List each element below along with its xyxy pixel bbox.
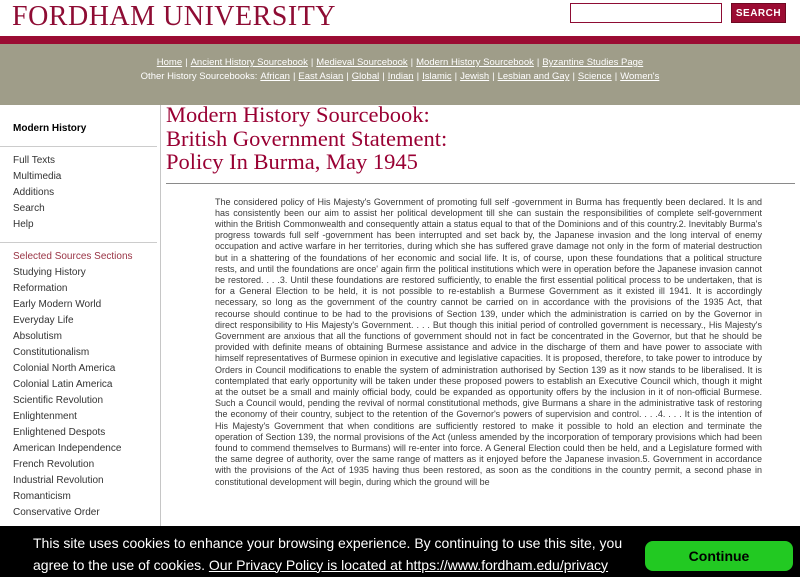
nav-separator: |	[292, 71, 296, 82]
page-title-line1: Modern History Sourcebook:	[166, 102, 430, 127]
sidebar-item-conservative-order[interactable]: Conservative Order	[13, 507, 100, 518]
site-header	[0, 0, 800, 36]
document-body-text: The considered policy of His Majesty's Government of promoting full self -government in Burma has frequently been declared. It Is and has consistently been our aim to assist her political development till she can sustain the responsibilities of complete self-government within the British Commonwealth and consequently attain a status equal to that of the Dominions and of this country.2. Inevitably Burma's progress towards full self -government has been interrupted and set back by, the Japanese invasion and the long interval of enemy occupation and active warfare in her territories, during which she has suffered grave damage not only in the form of material destruction but in a shattering of the foundations of her economic and social life. It is, of course, upon these foundations that a political structure rests, and until the foundations are once' again firm the political institutions which were in operation before the Japanese invasion cannot be restored. . . .3. Until these foundations are restored sufficiently, to enable the first essential political process to be undertaken, that is for a General Election to be held, it is not possible to re-establish a Burmese Government as it existed ill 1941. It is accordingly necessary, so long as the government of the country cannot be carried on in accordance with the provisions of the 1935 Act, that recourse should continue to be had to the provisions of Section 139, under which the administration is carried on by the Governor in direct responsibility to His Majesty's Government. . . . But though this initial period of controlled government is necessary., His Majesty's Government are anxious that all the functions of government should not in fact be concentrated in the Governor, but that he should be provided with definite means of obtaining Burmese assistance and advice in the discharge of them and have power to associate with himself representatives of Burmese opinion in executive and legislative capacities. It is proposed, therefore, to take power to introduce by Orders in Council modifications to enable the system of administration authorised by Section 139 as it now stands to be liberalised. It is contemplated that early opportunity will be taken under these proposed powers to establish an Executive Council which, though it might at the outset be a small and mainly official body, could be expanded as opportunity offers by the inclusion in it of non-official Burmese. Such a Council would, pending the revival of normal constitutional methods, give Burmans a share in the administrative task of restoring the economy of their country, subject to the retention of the Governor's powers of supervision and control. . . .4. . . . It is the intention of His Majesty's Government that when conditions are sufficiently restored to make it possible to hold an election and terminate the operation of Section 139, the normal provisions of the Act (unless amended by the incorporation of temporary provisions which had been found to commend themselves to Burmans) will re-enter into force. A General Election could then be held, and a Legislature formed with the same degree of authority, over the same range of matters as it enjoyed before the Japanese invasion.5. Government in accordance with the provisions of the Act of 1935 having thus been restored, as soon as the conditions in the country permit, a second phase in constitutional development will begin, during which the ground will be	[215, 196, 762, 487]
nav-separator: |	[536, 57, 540, 68]
sidebar-item-everyday-life[interactable]: Everyday Life	[13, 315, 74, 326]
nav-row-primary	[0, 56, 800, 70]
page-title	[166, 103, 795, 174]
sidebar-item-additions[interactable]: Additions	[13, 187, 55, 198]
nav-link-global[interactable]: Global	[351, 71, 380, 82]
nav-link-jewish[interactable]: Jewish	[460, 71, 490, 82]
search-input[interactable]	[570, 3, 722, 23]
page-title-line2: British Government Statement:	[166, 125, 448, 151]
nav-link-islamic[interactable]: Islamic	[422, 71, 452, 82]
sidebar-item-colonial-north-america[interactable]: Colonial North America	[13, 363, 116, 374]
nav-link-medieval-sourcebook[interactable]: Medieval Sourcebook	[316, 57, 408, 68]
sidebar-item-french-revolution[interactable]: French Revolution	[13, 459, 95, 470]
search-button[interactable]: SEARCH	[731, 3, 786, 23]
nav-link-east-asian[interactable]: East Asian	[298, 71, 344, 82]
sidebar-item-multimedia[interactable]: Multimedia	[13, 171, 62, 182]
sidebar-item-search[interactable]: Search	[13, 203, 45, 214]
sidebar-divider	[0, 146, 157, 147]
sidebar-item-absolutism[interactable]: Absolutism	[13, 331, 62, 342]
nav-band	[0, 44, 800, 105]
sidebar-item-early-modern-world[interactable]: Early Modern World	[13, 299, 102, 310]
nav-separator: |	[410, 57, 414, 68]
cookie-banner-text	[33, 533, 647, 576]
sidebar-item-studying-history[interactable]: Studying History	[13, 267, 86, 278]
sidebar-title-modern-history: Modern History	[13, 123, 87, 134]
nav-separator: |	[310, 57, 314, 68]
sidebar-item-full-texts[interactable]: Full Texts	[13, 155, 56, 166]
sidebar-item-reformation[interactable]: Reformation	[13, 283, 68, 294]
sidebar-item-enlightened-despots[interactable]: Enlightened Despots	[13, 427, 106, 438]
nav-separator: |	[185, 57, 188, 68]
nav-separator: |	[572, 71, 575, 82]
sidebar-selected-sources-header[interactable]: Selected Sources Sections	[13, 251, 133, 262]
nav-separator: |	[416, 71, 420, 82]
nav-link-ancient-sourcebook[interactable]: Ancient History Sourcebook	[190, 57, 308, 68]
sidebar-item-help[interactable]: Help	[13, 219, 34, 230]
nav-link-african[interactable]: African	[260, 71, 290, 82]
sidebar-item-constitutionalism[interactable]: Constitutionalism	[13, 347, 90, 358]
cookie-banner	[0, 526, 800, 577]
nav-link-home[interactable]: Home	[156, 57, 183, 68]
privacy-policy-link[interactable]: Our Privacy Policy is located at https://www.fordham.edu/privacy	[208, 556, 609, 573]
sidebar-item-american-independence[interactable]: American Independence	[13, 443, 122, 454]
nav-link-modern-sourcebook[interactable]: Modern History Sourcebook	[416, 57, 534, 68]
nav-separator: |	[454, 71, 458, 82]
maroon-divider-bar	[0, 36, 800, 44]
nav-link-indian[interactable]: Indian	[387, 71, 414, 82]
continue-button[interactable]: Continue	[645, 541, 793, 571]
sidebar-item-enlightenment[interactable]: Enlightenment	[13, 411, 77, 422]
fordham-logo[interactable]: FORDHAM UNIVERSITY	[12, 1, 337, 32]
sidebar-item-industrial-revolution[interactable]: Industrial Revolution	[13, 475, 104, 486]
nav-link-science[interactable]: Science	[577, 71, 612, 82]
nav-row-secondary	[0, 70, 800, 84]
other-sourcebooks-label: Other History Sourcebooks:	[140, 71, 258, 82]
main-content	[166, 103, 795, 488]
nav-link-byzantine-studies[interactable]: Byzantine Studies Page	[542, 57, 644, 68]
sidebar	[0, 105, 161, 577]
sidebar-item-scientific-revolution[interactable]: Scientific Revolution	[13, 395, 104, 406]
page-title-line3: Policy In Burma, May 1945	[166, 149, 418, 174]
nav-link-womens[interactable]: Women's	[620, 71, 660, 82]
nav-separator: |	[492, 71, 495, 82]
nav-separator: |	[346, 71, 349, 82]
sidebar-item-romanticism[interactable]: Romanticism	[13, 491, 71, 502]
nav-separator: |	[614, 71, 618, 82]
nav-separator: |	[382, 71, 385, 82]
sidebar-divider	[0, 242, 157, 243]
sidebar-item-colonial-latin-america[interactable]: Colonial Latin America	[13, 379, 113, 390]
cookie-notice-text: This site uses cookies to enhance your browsing experience. By continuing to use this site, you agree to the use of cookies.	[33, 535, 623, 573]
title-divider	[166, 183, 795, 184]
nav-link-lesbian-and-gay[interactable]: Lesbian and Gay	[497, 71, 570, 82]
